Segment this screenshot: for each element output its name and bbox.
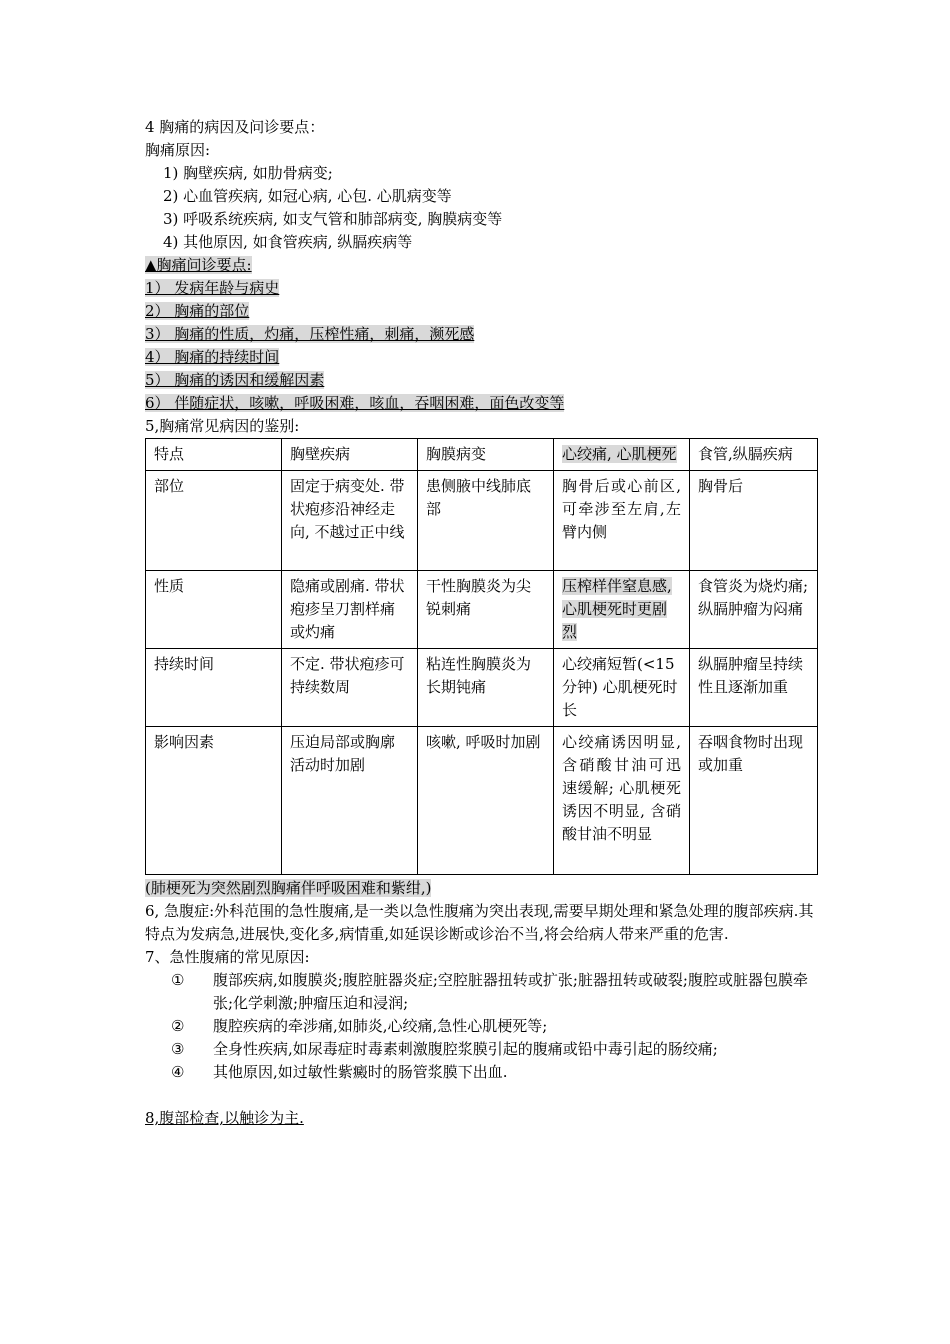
highlighted-text: 心绞痛, 心肌梗死 bbox=[562, 445, 677, 463]
inquiry-item: 4） 胸痛的持续时间 bbox=[145, 348, 280, 366]
table-cell: 隐痛或剧痛. 带状疱疹呈刀割样痛或灼痛 bbox=[282, 571, 418, 649]
document-body bbox=[145, 116, 817, 1130]
table-cell: 吞咽食物时出现或加重 bbox=[690, 727, 818, 875]
list-item-number: ② bbox=[171, 1017, 185, 1035]
section4-title: 4 胸痛的病因及问诊要点： bbox=[145, 118, 325, 136]
list-item-text: 腹腔疾病的牵涉痛,如肺炎,心绞痛,急性心肌梗死等; bbox=[213, 1017, 548, 1035]
table-header-cell: 特点 bbox=[146, 439, 282, 471]
list-item bbox=[171, 1061, 817, 1084]
table-row bbox=[146, 649, 818, 727]
list-item bbox=[171, 1038, 817, 1061]
cause-item: 4) 其他原因, 如食管疾病, 纵膈疾病等 bbox=[163, 233, 413, 251]
section6-paragraph: 6, 急腹症:外科范围的急性腹痛,是一类以急性腹痛为突出表现,需要早期处理和紧急处理的腹部疾病.其特点为发病急,进展快,变化多,病情重,如延误诊断或诊治不当,将会给病人带来严重的危害. bbox=[145, 902, 814, 943]
section7-title: 7、急性腹痛的常见原因: bbox=[145, 948, 310, 966]
highlighted-text: 压榨样伴窒息感, 心肌梗死时更剧烈 bbox=[562, 577, 672, 641]
table-cell: 固定于病变处. 带状疱疹沿神经走向, 不越过正中线 bbox=[282, 471, 418, 571]
table-cell: 胸骨后或心前区, 可牵涉至左肩,左臂内侧 bbox=[554, 471, 690, 571]
list-item bbox=[171, 969, 817, 1015]
table-header-cell bbox=[554, 439, 690, 471]
inquiry-item: 5） 胸痛的诱因和缓解因素 bbox=[145, 371, 325, 389]
table-cell: 干性胸膜炎为尖锐刺痛 bbox=[418, 571, 554, 649]
list-item-number: ① bbox=[171, 971, 185, 989]
table-header-cell: 胸壁疾病 bbox=[282, 439, 418, 471]
table-cell: 心绞痛短暂(<15分钟) 心肌梗死时长 bbox=[554, 649, 690, 727]
inquiry-item: 1） 发病年龄与病史 bbox=[145, 279, 280, 297]
table-header-cell: 食管,纵膈疾病 bbox=[690, 439, 818, 471]
list-item-text: 全身性疾病,如尿毒症时毒素刺激腹腔浆膜引起的腹痛或铅中毒引起的肠绞痛; bbox=[213, 1040, 718, 1058]
list-item bbox=[171, 1015, 817, 1038]
table-cell: 压迫局部或胸廓活动时加剧 bbox=[282, 727, 418, 875]
table-cell: 纵膈肿瘤呈持续性且逐渐加重 bbox=[690, 649, 818, 727]
list-item-text: 其他原因,如过敏性紫癜时的肠管浆膜下出血. bbox=[213, 1063, 508, 1081]
table-cell: 咳嗽, 呼吸时加剧 bbox=[418, 727, 554, 875]
cause-item: 1) 胸壁疾病, 如肋骨病变; bbox=[163, 164, 333, 182]
chest-pain-cause-label: 胸痛原因: bbox=[145, 141, 211, 159]
table-cell: 部位 bbox=[146, 471, 282, 571]
inquiry-item: 6） 伴随症状，咳嗽，呼吸困难，咳血，吞咽困难，面色改变等 bbox=[145, 394, 565, 412]
table-row bbox=[146, 471, 818, 571]
list-item-text: 腹部疾病,如腹膜炎;腹腔脏器炎症;空腔脏器扭转或扩张;脏器扭转或破裂;腹腔或脏器包膜牵张;化学刺激;肿瘤压迫和浸润; bbox=[213, 971, 808, 1012]
table-header-row bbox=[146, 439, 818, 471]
inquiry-item: 2） 胸痛的部位 bbox=[145, 302, 250, 320]
table-cell: 粘连性胸膜炎为长期钝痛 bbox=[418, 649, 554, 727]
table-cell: 患侧腋中线肺底部 bbox=[418, 471, 554, 571]
table-note: (肺梗死为突然剧烈胸痛伴呼吸困难和紫绀,) bbox=[145, 879, 432, 897]
table-cell: 胸骨后 bbox=[690, 471, 818, 571]
abdominal-pain-cause-list bbox=[171, 969, 817, 1084]
table-row bbox=[146, 571, 818, 649]
cause-item: 3) 呼吸系统疾病, 如支气管和肺部病变, 胸膜病变等 bbox=[163, 210, 503, 228]
table-header-cell: 胸膜病变 bbox=[418, 439, 554, 471]
table-cell: 食管炎为烧灼痛; 纵膈肿瘤为闷痛 bbox=[690, 571, 818, 649]
table-cell bbox=[554, 571, 690, 649]
table-cell: 性质 bbox=[146, 571, 282, 649]
inquiry-item: 3） 胸痛的性质，灼痛，压榨性痛，刺痛，濒死感 bbox=[145, 325, 475, 343]
table-cell: 不定. 带状疱疹可持续数周 bbox=[282, 649, 418, 727]
cause-item: 2) 心血管疾病, 如冠心病, 心包. 心肌病变等 bbox=[163, 187, 452, 205]
table-row bbox=[146, 727, 818, 875]
section5-title: 5,胸痛常见病因的鉴别: bbox=[145, 417, 300, 435]
inquiry-title: ▲胸痛问诊要点: bbox=[145, 256, 252, 274]
differential-table bbox=[145, 438, 818, 875]
list-item-number: ④ bbox=[171, 1063, 185, 1081]
table-cell: 持续时间 bbox=[146, 649, 282, 727]
section8-title: 8,腹部检查,以触诊为主. bbox=[145, 1109, 304, 1127]
table-cell: 心绞痛诱因明显, 含硝酸甘油可迅速缓解; 心肌梗死诱因不明显, 含硝酸甘油不明显 bbox=[554, 727, 690, 875]
table-cell: 影响因素 bbox=[146, 727, 282, 875]
list-item-number: ③ bbox=[171, 1040, 185, 1058]
